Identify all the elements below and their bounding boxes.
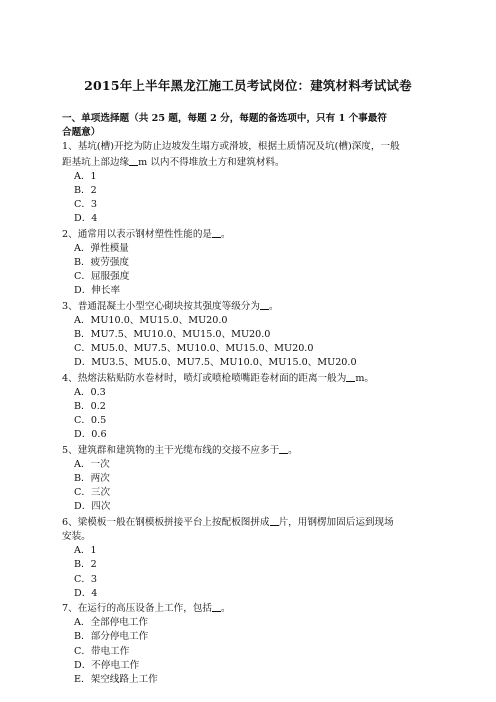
question-4-option-d: D．0.6 [74,429,107,441]
question-1-option-a: A．1 [74,170,97,182]
answer-blank [279,443,288,454]
question-1 [62,140,436,226]
question-6-option-b: B．2 [74,559,97,571]
question-4-option-a: A．0.3 [74,386,106,398]
question-3-option-c: C．MU5.0、MU7.5、MU10.0、MU15.0、MU20.0 [74,343,314,355]
question-3-option-a: A．MU10.0、MU15.0、MU20.0 [74,314,228,326]
question-6-text-line-1: 6、梁模板一般在钢模板拼接平台上按配板图拼成 片，用钢楞加固后运到现场 [62,516,394,528]
question-2-option-d: D．伸长率 [74,285,121,297]
question-4-option-c: C．0.5 [74,415,107,427]
answer-blank [270,515,279,526]
answer-blank [346,371,355,382]
question-5-option-c: C．三次 [74,487,111,499]
question-6-text-line-2: 安装。 [62,530,91,542]
section-heading-line-2: 合题意） [62,127,101,139]
question-1-option-d: D．4 [74,213,98,225]
question-3-option-d: D．MU3.5、MU5.0、MU7.5、MU10.0、MU15.0、MU20.0 [74,357,357,369]
question-4-text-line-1: 4、热熔法粘贴防水卷材时，喷灯或喷枪喷嘴距卷材面的距离一般为 m。 [62,372,375,384]
question-2-option-a: A．弹性模量 [74,242,129,254]
question-1-option-c: C．3 [74,199,98,211]
question-7-option-a: A．全部停电工作 [74,617,149,629]
question-2-option-b: B．疲劳强度 [74,257,130,269]
question-4 [62,371,436,443]
question-5 [62,443,436,515]
question-3-text-line-1: 3、普通混凝土小型空心砌块按其强度等级分为 。 [62,300,279,312]
question-5-option-a: A．一次 [74,458,110,470]
question-6-option-d: D．4 [74,587,98,599]
answer-blank [212,601,221,612]
question-5-option-d: D．四次 [74,501,111,513]
question-5-option-b: B．两次 [74,473,110,485]
question-7 [62,601,436,687]
question-4-option-b: B．0.2 [74,401,106,413]
question-1-text-line-2: 距基坑上部边缘 m 以内不得堆放土方和建筑材料。 [62,156,285,168]
question-1-option-b: B．2 [74,185,97,197]
answer-blank [260,299,269,310]
section-heading [62,112,436,140]
question-3-option-b: B．MU7.5、MU10.0、MU15.0、MU20.0 [74,329,271,341]
question-2-option-c: C．屈服强度 [74,271,130,283]
document-title: 2015年上半年黑龙江施工员考试岗位：建筑材料考试试卷 [84,78,412,93]
question-5-text-line-1: 5、建筑群和建筑物的主干光缆布线的交接不应多于 。 [62,444,298,456]
section-heading-line-1: 一、单项选择题（共 25 题，每题 2 分，每题的备选项中，只有 1 个事最符 [62,113,387,124]
question-7-option-c: C．带电工作 [74,645,130,657]
question-6 [62,515,436,601]
question-1-text-line-1: 1、基坑(槽)开挖为防止边坡发生塌方或滑坡，根据土质情况及坑(槽)深度，一般 [62,141,400,153]
answer-blank [212,227,221,238]
answer-blank [129,155,138,166]
question-7-text-line-1: 7、在运行的高压设备上工作，包括 。 [62,602,231,614]
question-7-option-d: D．不停电工作 [74,659,140,671]
question-3 [62,299,436,371]
question-2-text-line-1: 2、通常用以表示钢材塑性性能的是 。 [62,228,231,240]
question-6-option-c: C．3 [74,573,98,585]
question-7-option-b: B．部分停电工作 [74,631,149,643]
question-2 [62,227,436,299]
document-body [62,112,436,687]
question-7-option-e: E．架空线路上工作 [74,673,158,685]
question-6-option-a: A．1 [74,545,97,557]
